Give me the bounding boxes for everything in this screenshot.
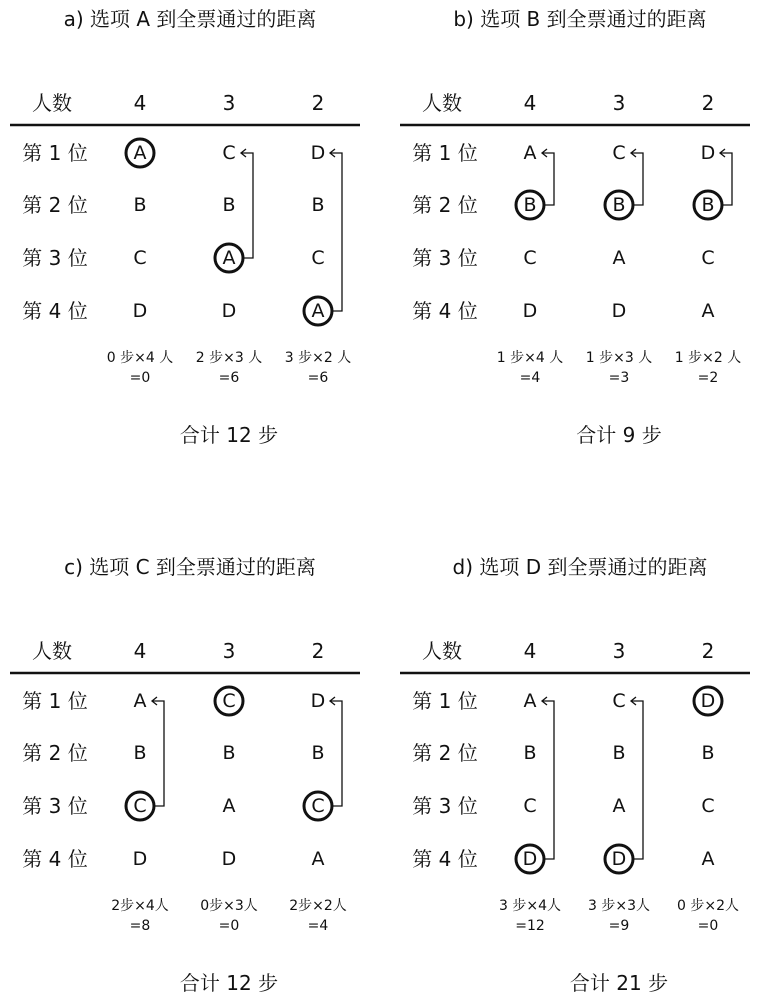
voter-count: 2 [701, 639, 715, 663]
step-calculation: 3 步×4人 [499, 898, 561, 914]
option-D: D [310, 690, 326, 712]
panel-title: d) 选项 D 到全票通过的距离 [452, 555, 708, 579]
step-result: =8 [129, 918, 151, 934]
option-B: B [222, 194, 236, 216]
option-D: D [611, 300, 627, 322]
option-A: A [701, 300, 715, 322]
option-B: B [133, 742, 147, 764]
voter-count: 3 [612, 639, 626, 663]
option-A: A [311, 300, 325, 322]
step-result: =6 [307, 370, 329, 386]
option-B: B [311, 194, 325, 216]
step-calculation: 2步×2人 [289, 898, 347, 914]
move-arrow [631, 153, 643, 205]
step-result: =12 [515, 918, 545, 934]
step-result: =3 [608, 370, 630, 386]
option-B: B [701, 194, 715, 216]
move-arrow [720, 153, 732, 205]
option-A: A [311, 848, 325, 870]
header-label: 人数 [422, 91, 462, 115]
option-C: C [133, 247, 147, 269]
option-B: B [133, 194, 147, 216]
voter-count: 4 [523, 639, 537, 663]
option-A: A [222, 795, 236, 817]
option-C: C [701, 795, 715, 817]
rank-label: 第 2 位 [412, 741, 478, 765]
voter-count: 4 [133, 91, 147, 115]
step-result: =4 [307, 918, 329, 934]
rank-label: 第 1 位 [22, 141, 88, 165]
option-D: D [700, 690, 716, 712]
option-A: A [523, 690, 537, 712]
step-calculation: 0步×3人 [200, 898, 258, 914]
rank-label: 第 4 位 [412, 847, 478, 871]
total-steps: 合计 12 步 [179, 423, 279, 447]
option-C: C [311, 795, 325, 817]
voter-count: 3 [222, 639, 236, 663]
step-calculation: 2步×4人 [111, 898, 169, 914]
step-calculation: 3 步×3人 [588, 898, 650, 914]
rank-label: 第 2 位 [22, 741, 88, 765]
voter-count: 4 [523, 91, 537, 115]
move-arrow [152, 701, 164, 806]
rank-label: 第 3 位 [412, 246, 478, 270]
option-A: A [612, 247, 626, 269]
rank-label: 第 4 位 [22, 299, 88, 323]
voter-count: 3 [222, 91, 236, 115]
rank-label: 第 3 位 [22, 794, 88, 818]
step-calculation: 0 步×4 人 [106, 350, 174, 366]
option-C: C [222, 690, 236, 712]
rank-label: 第 2 位 [412, 193, 478, 217]
move-arrow [631, 701, 643, 859]
move-arrow [542, 701, 554, 859]
rank-label: 第 4 位 [412, 299, 478, 323]
rank-label: 第 1 位 [22, 689, 88, 713]
option-B: B [701, 742, 715, 764]
rank-label: 第 4 位 [22, 847, 88, 871]
total-steps: 合计 21 步 [569, 971, 669, 995]
rank-label: 第 3 位 [22, 246, 88, 270]
step-result: =2 [697, 370, 719, 386]
voter-count: 2 [311, 91, 325, 115]
move-arrow [241, 153, 253, 258]
header-label: 人数 [32, 639, 72, 663]
option-A: A [612, 795, 626, 817]
option-C: C [523, 247, 537, 269]
option-D: D [221, 300, 237, 322]
option-D: D [221, 848, 237, 870]
option-D: D [132, 848, 148, 870]
option-B: B [612, 194, 626, 216]
option-C: C [612, 690, 626, 712]
option-C: C [133, 795, 147, 817]
voter-count: 4 [133, 639, 147, 663]
step-calculation: 1 步×4 人 [496, 350, 564, 366]
option-C: C [701, 247, 715, 269]
option-A: A [133, 142, 147, 164]
voter-count: 3 [612, 91, 626, 115]
option-B: B [523, 194, 537, 216]
option-A: A [133, 690, 147, 712]
option-D: D [522, 848, 538, 870]
step-result: =4 [519, 370, 541, 386]
option-A: A [701, 848, 715, 870]
panel-d [400, 555, 750, 995]
option-D: D [310, 142, 326, 164]
step-result: =0 [129, 370, 151, 386]
voter-count: 2 [311, 639, 325, 663]
step-result: =6 [218, 370, 240, 386]
voter-count: 2 [701, 91, 715, 115]
step-calculation: 1 步×2 人 [674, 350, 742, 366]
step-result: =0 [218, 918, 240, 934]
option-D: D [522, 300, 538, 322]
move-arrow [330, 701, 342, 806]
panel-a [10, 7, 360, 447]
panel-b [400, 7, 750, 447]
option-C: C [222, 142, 236, 164]
option-D: D [611, 848, 627, 870]
step-calculation: 3 步×2 人 [284, 350, 352, 366]
rank-label: 第 2 位 [22, 193, 88, 217]
option-C: C [523, 795, 537, 817]
step-calculation: 2 步×3 人 [195, 350, 263, 366]
option-A: A [523, 142, 537, 164]
option-B: B [311, 742, 325, 764]
panel-c [10, 555, 360, 995]
total-steps: 合计 12 步 [179, 971, 279, 995]
option-C: C [612, 142, 626, 164]
panel-title: c) 选项 C 到全票通过的距离 [64, 555, 316, 579]
option-C: C [311, 247, 325, 269]
step-calculation: 1 步×3 人 [585, 350, 653, 366]
rank-label: 第 3 位 [412, 794, 478, 818]
total-steps: 合计 9 步 [576, 423, 662, 447]
option-D: D [132, 300, 148, 322]
option-B: B [523, 742, 537, 764]
rank-label: 第 1 位 [412, 689, 478, 713]
option-B: B [612, 742, 626, 764]
step-calculation: 0 步×2人 [677, 898, 739, 914]
step-result: =0 [697, 918, 719, 934]
panel-title: b) 选项 B 到全票通过的距离 [453, 7, 707, 31]
rank-label: 第 1 位 [412, 141, 478, 165]
header-label: 人数 [422, 639, 462, 663]
option-D: D [700, 142, 716, 164]
option-B: B [222, 742, 236, 764]
header-label: 人数 [32, 91, 72, 115]
step-result: =9 [608, 918, 630, 934]
move-arrow [542, 153, 554, 205]
panel-title: a) 选项 A 到全票通过的距离 [63, 7, 317, 31]
move-arrow [330, 153, 342, 311]
option-A: A [222, 247, 236, 269]
